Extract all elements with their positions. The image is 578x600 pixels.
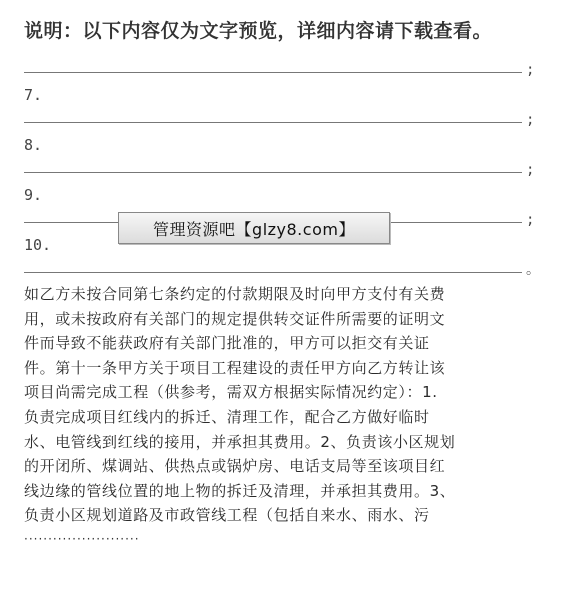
- text-line: 如乙方未按合同第七条约定的付款期限及时向甲方支付有关费: [24, 285, 446, 303]
- text-line: 的开闭所、煤调站、供热点或锅炉房、电话支局等至该项目红: [24, 457, 446, 476]
- line-end-punct: 。: [526, 262, 540, 278]
- text-line: 件而导致不能获政府有关部门批准的，甲方可以拒交有关证: [24, 334, 430, 353]
- item-number: 10.: [24, 236, 52, 254]
- fill-line: [24, 58, 554, 82]
- item-number: 8.: [24, 136, 43, 154]
- preview-notice: 说明：以下内容仅为文字预览，详细内容请下载查看。: [24, 20, 493, 42]
- fill-line: [24, 258, 554, 282]
- text-line: 水、电管线到红线的接用，并承担其费用。2、负责该小区规划: [24, 432, 456, 451]
- contract-body-text: [24, 282, 544, 528]
- line-end-punct: ;: [526, 162, 535, 178]
- text-line: 项目尚需完成工程（供参考，需双方根据实际情况约定）：1.: [24, 383, 438, 402]
- fill-line: [24, 108, 554, 132]
- text-line: 负责小区规划道路及市政管线工程（包括自来水、雨水、污: [24, 506, 430, 525]
- text-line: 用，或未按政府有关部门的规定提供转交证件所需要的证明文: [24, 309, 446, 328]
- line-end-punct: ;: [526, 112, 535, 128]
- text-line: 件。第十一条甲方关于项目工程建设的责任甲方向乙方转让该: [24, 358, 446, 377]
- text-line: 线边缘的管线位置的地上物的拆迁及清理，并承担其费用。3、: [24, 481, 456, 500]
- site-watermark-banner: 管理资源吧【glzy8.com】: [118, 212, 390, 244]
- fill-line: [24, 158, 554, 182]
- blank-fill-section: [24, 58, 554, 282]
- item-number: 7.: [24, 86, 43, 104]
- text-line: 负责完成项目红线内的拆迁、清理工作，配合乙方做好临时: [24, 407, 430, 426]
- line-end-punct: ;: [526, 62, 535, 78]
- item-number: 9.: [24, 186, 43, 204]
- truncation-ellipsis: ························: [24, 532, 140, 546]
- line-end-punct: ;: [526, 212, 535, 228]
